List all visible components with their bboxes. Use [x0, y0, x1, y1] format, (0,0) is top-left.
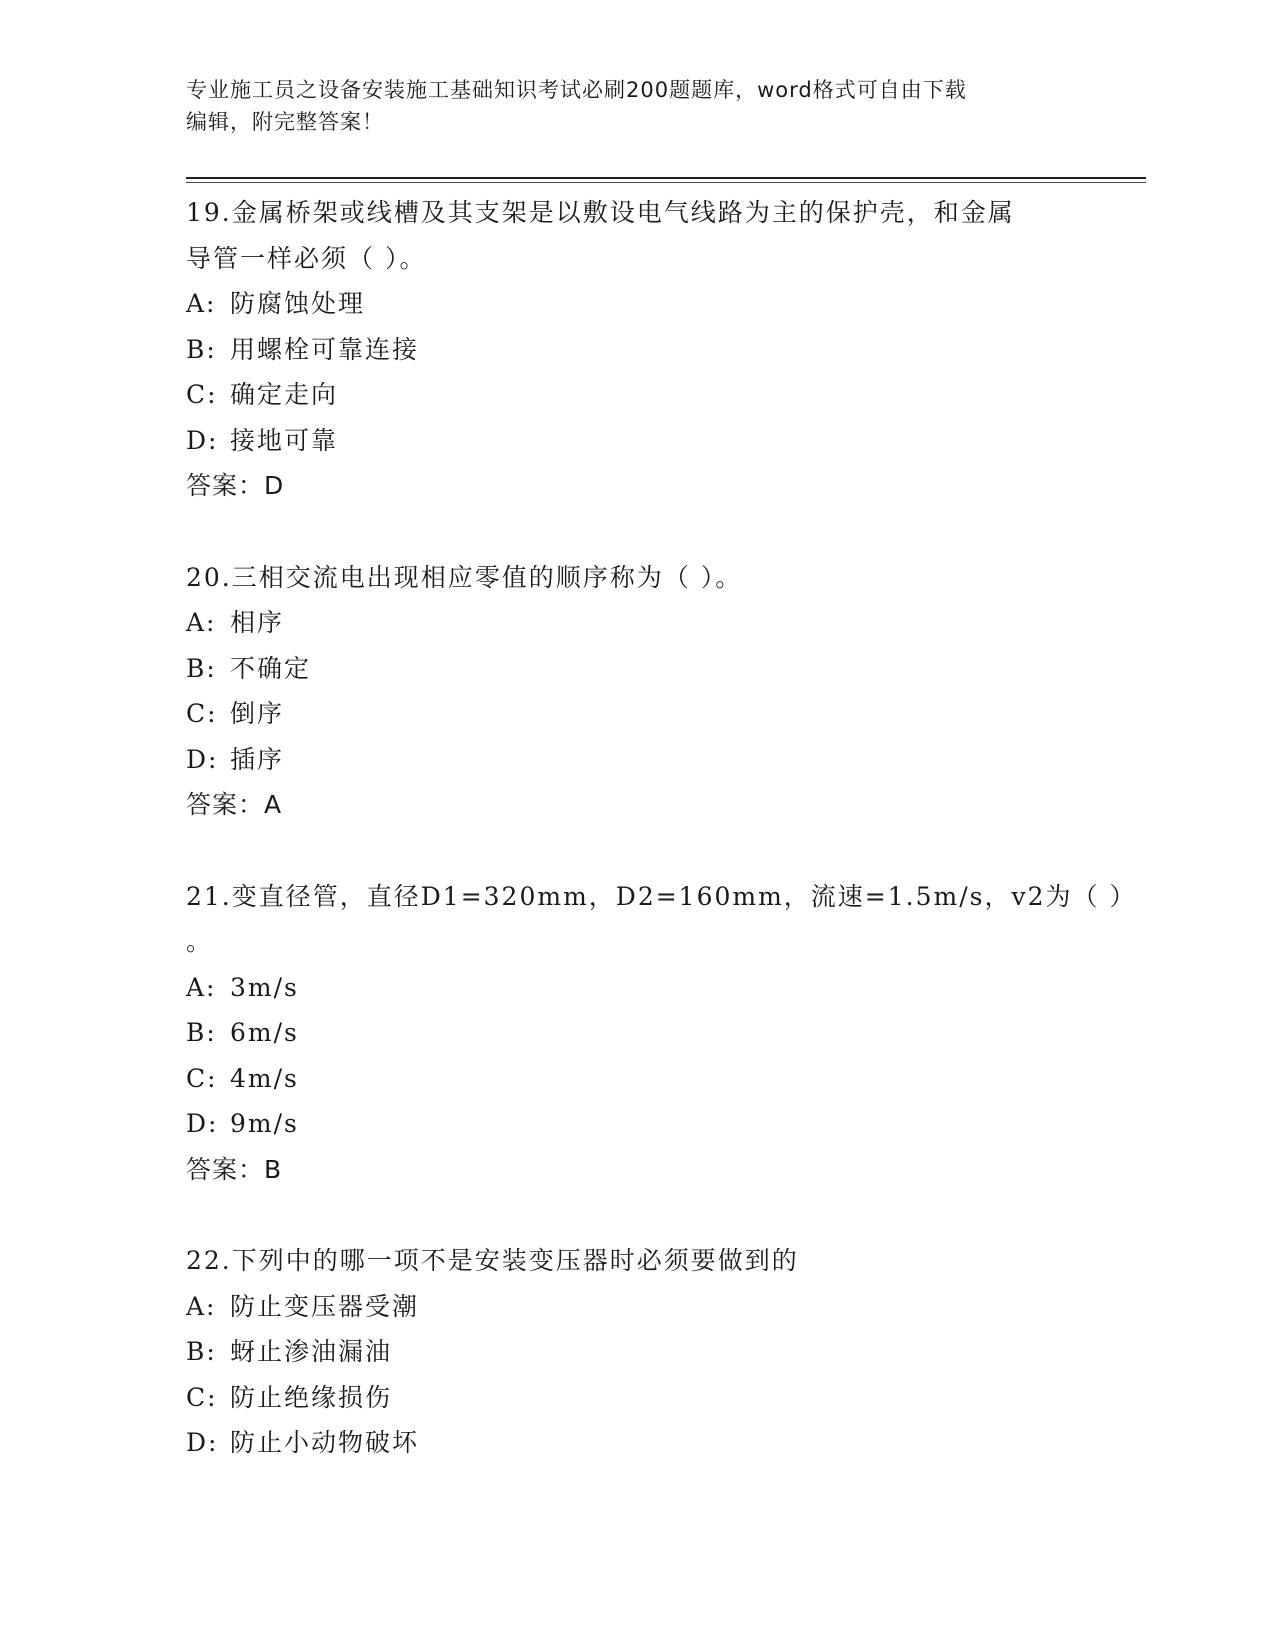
option-key: A: — [186, 1291, 217, 1321]
header-divider — [186, 177, 1146, 179]
question-19 — [186, 190, 1086, 509]
option-b — [186, 1329, 1086, 1375]
option-key: D: — [186, 425, 219, 455]
header-line-2: 编辑，附完整答案！ — [186, 110, 384, 134]
option-key: C: — [186, 1382, 218, 1412]
option-a — [186, 600, 1086, 646]
option-key: A: — [186, 608, 217, 637]
question-stem: 19.金属桥架或线槽及其支架是以敷设电气线路为主的保护壳，和金属 — [186, 198, 1015, 227]
option-c — [186, 691, 1086, 737]
option-key: C: — [186, 699, 218, 728]
option-key: A: — [186, 289, 217, 318]
option-text: 倒序 — [230, 699, 285, 728]
option-b — [186, 327, 1086, 373]
option-key: B: — [186, 1337, 217, 1366]
option-text: 防腐蚀处理 — [230, 289, 366, 318]
question-21 — [186, 874, 1137, 1193]
option-c — [186, 372, 1086, 418]
question-stem: 22.下列中的哪一项不是安装变压器时必须要做到的 — [186, 1246, 799, 1275]
option-text: 用螺栓可靠连接 — [230, 334, 420, 364]
option-d — [186, 1420, 1086, 1466]
option-text: 确定走向 — [230, 380, 339, 409]
option-text: 防止小动物破坏 — [230, 1428, 420, 1457]
option-key: B: — [186, 1018, 217, 1047]
question-list — [186, 190, 1137, 1512]
option-text: 相序 — [230, 608, 285, 637]
question-stem: 20.三相交流电出现相应零值的顺序称为（ ）。 — [186, 562, 743, 592]
answer-line: 答案：B — [186, 1154, 283, 1184]
option-text: 6m/s — [230, 1018, 299, 1047]
document-header — [186, 74, 1066, 138]
option-key: B: — [186, 334, 217, 364]
option-text: 3m/s — [230, 972, 299, 1002]
option-b — [186, 1010, 1086, 1056]
option-key: A: — [186, 972, 217, 1002]
option-key: D: — [186, 1109, 219, 1138]
option-text: 插序 — [230, 744, 285, 774]
header-divider-thin — [186, 182, 1146, 183]
option-text: 蚜止渗油漏油 — [230, 1337, 393, 1366]
option-a — [186, 965, 1086, 1011]
option-text: 4m/s — [230, 1063, 299, 1093]
option-key: D: — [186, 744, 219, 774]
option-key: B: — [186, 653, 217, 683]
option-text: 不确定 — [230, 653, 312, 683]
option-key: C: — [186, 1063, 218, 1093]
option-text: 9m/s — [230, 1109, 299, 1138]
option-text: 防止绝缘损伤 — [230, 1382, 393, 1412]
option-c — [186, 1056, 1086, 1102]
question-20 — [186, 555, 1086, 828]
option-d — [186, 737, 1086, 783]
question-stem: 21.变直径管，直径D1=320mm，D2=160mm，流速=1.5m/s，v2为（ ） — [186, 881, 1137, 911]
question-stem-continued: 导管一样必须（ ）。 — [186, 243, 427, 273]
option-c — [186, 1375, 1086, 1421]
question-stem-continued: 。 — [186, 927, 214, 956]
option-b — [186, 646, 1086, 692]
option-key: C: — [186, 380, 218, 409]
option-a — [186, 1284, 1086, 1330]
header-line-1: 专业施工员之设备安装施工基础知识考试必刷200题题库，word格式可自由下载 — [186, 78, 967, 102]
option-key: D: — [186, 1428, 219, 1457]
option-d — [186, 418, 1086, 464]
option-a — [186, 281, 1086, 327]
answer-line: 答案：A — [186, 790, 283, 819]
option-text: 接地可靠 — [230, 425, 339, 455]
question-22 — [186, 1238, 1086, 1466]
answer-line: 答案：D — [186, 471, 285, 500]
option-d — [186, 1101, 1086, 1147]
option-text: 防止变压器受潮 — [230, 1291, 420, 1321]
